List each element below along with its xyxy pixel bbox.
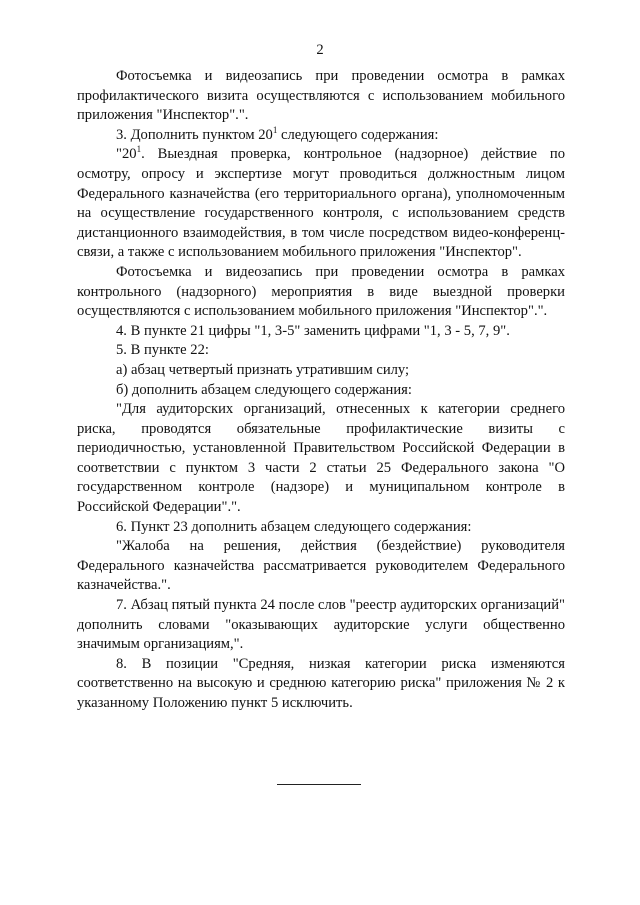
paragraph-item-7: 7. Абзац пятый пункта 24 после слов "реестр аудиторских организаций" дополнить словами "оказывающих аудиторские услуги общественно значимым организациям,". xyxy=(77,597,565,653)
paragraph-audit-organizations: "Для аудиторских организаций, отнесенных к категории среднего риска, проводятся обязательные профилактические визиты с периодичностью, установленной Правительством Российской Федерации в соответствии с пунктом 3 части 2 статьи 25 Федерального закона "О государственном контроле (надзоре) и муниципальном контроле в Российской Федерации".". xyxy=(77,401,565,516)
document-body xyxy=(77,67,565,714)
paragraph-item-8: 8. В позиции "Средняя, низкая категории риска изменяются соответственно на высокую и среднюю категорию риска" приложения № 2 к указанному Положению пункт 5 исключить. xyxy=(77,655,565,711)
page-number: 2 xyxy=(316,42,324,58)
paragraph-photo-control: Фотосъемка и видеозапись при проведении осмотра в рамках контрольного (надзорного) мероприятия в виде выездной проверки осуществляются с использованием мобильного приложения "Инспектор".". xyxy=(77,263,565,320)
paragraph-photo-inspection: Фотосъемка и видеозапись при проведении осмотра в рамках профилактического визита осуществляются с использованием мобильного приложения "Инспектор".". xyxy=(77,68,565,124)
paragraph-item-6: 6. Пункт 23 дополнить абзацем следующего содержания: xyxy=(116,518,472,535)
paragraph-item-5a: а) абзац четвертый признать утратившим силу; xyxy=(116,361,410,378)
paragraph-item-5b: б) дополнить абзацем следующего содержания: xyxy=(116,381,412,398)
paragraph-item-5: 5. В пункте 22: xyxy=(116,342,209,359)
paragraph-item-4: 4. В пункте 21 цифры "1, 3-5" заменить цифрами "1, 3 - 5, 7, 9". xyxy=(116,322,510,339)
paragraph-complaint: "Жалоба на решения, действия (бездействие) руководителя Федерального казначейства рассматривается руководителем Федерального казначейства.". xyxy=(77,538,565,594)
end-divider xyxy=(277,784,361,785)
paragraph-item-3: 3. Дополнить пунктом $20^1$ следующего содержания: xyxy=(116,124,439,143)
paragraph-item-20-1: "$20^1$. Выездная проверка, контрольное (надзорное) действие по осмотру, опросу и экспертизе могут проводиться должностным лицом Федерального казначейства (его территориального органа), уполномоченным на осуществление государственного контроля, с использованием средств дистанционного взаимодействия, в том числе посредством видео-конференц-связи, а также с использованием мобильного приложения "Инспектор". xyxy=(77,144,565,261)
superscript-1: 1 xyxy=(136,144,142,155)
superscript-1: 1 xyxy=(272,124,278,135)
